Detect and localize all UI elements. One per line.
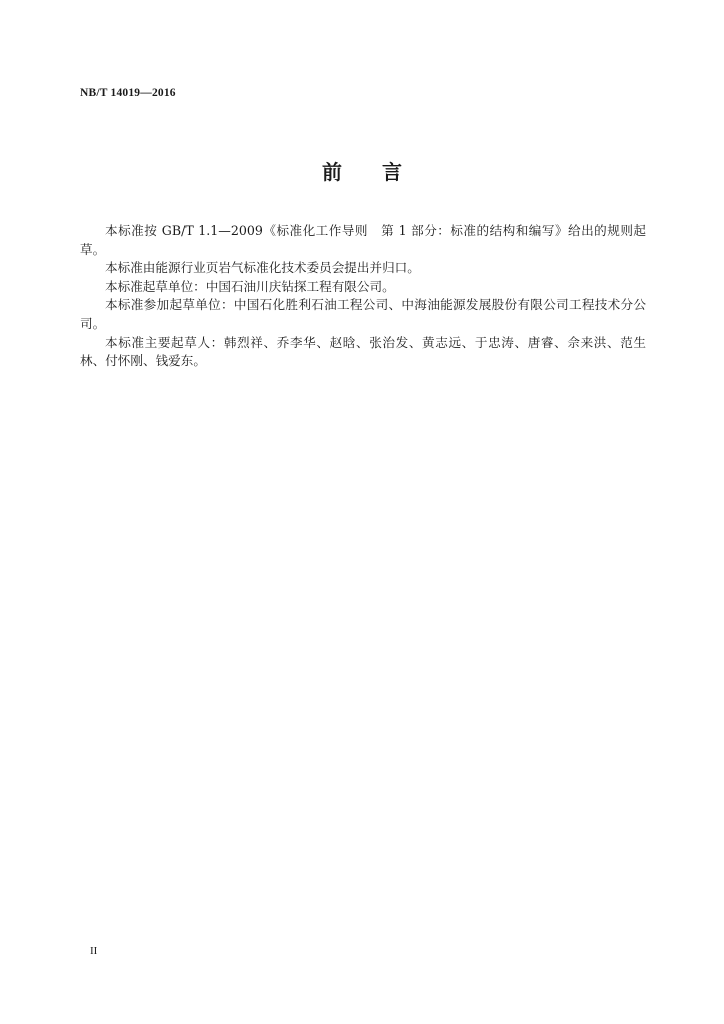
foreword-body bbox=[80, 222, 646, 371]
paragraph-proposer: 本标准由能源行业页岩气标准化技术委员会提出并归口。 bbox=[105, 260, 420, 276]
page-number: II bbox=[90, 945, 98, 957]
section-title bbox=[0, 156, 724, 185]
document-number: NB/T 14019—2016 bbox=[80, 87, 176, 99]
paragraph-drafting-unit: 本标准起草单位：中国石油川庆钻探工程有限公司。 bbox=[105, 278, 395, 294]
section-title-char-1: 前 bbox=[322, 160, 342, 184]
section-title-char-2: 言 bbox=[382, 160, 402, 184]
paragraph-participating-units: 本标准参加起草单位：中国石化胜利石油工程公司、中海油能源发展股份有限公司工程技术分公司。 bbox=[80, 297, 646, 331]
paragraph-main-drafters: 本标准主要起草人：韩烈祥、乔李华、赵晗、张治发、黄志远、于忠涛、唐睿、佘来洪、范生林、付怀刚、钱爱东。 bbox=[80, 334, 646, 369]
paragraph-drafting-rules: 本标准按 GB/T 1.1—2009《标准化工作导则 第 1 部分：标准的结构和编写》给出的规则起草。 bbox=[80, 223, 646, 257]
